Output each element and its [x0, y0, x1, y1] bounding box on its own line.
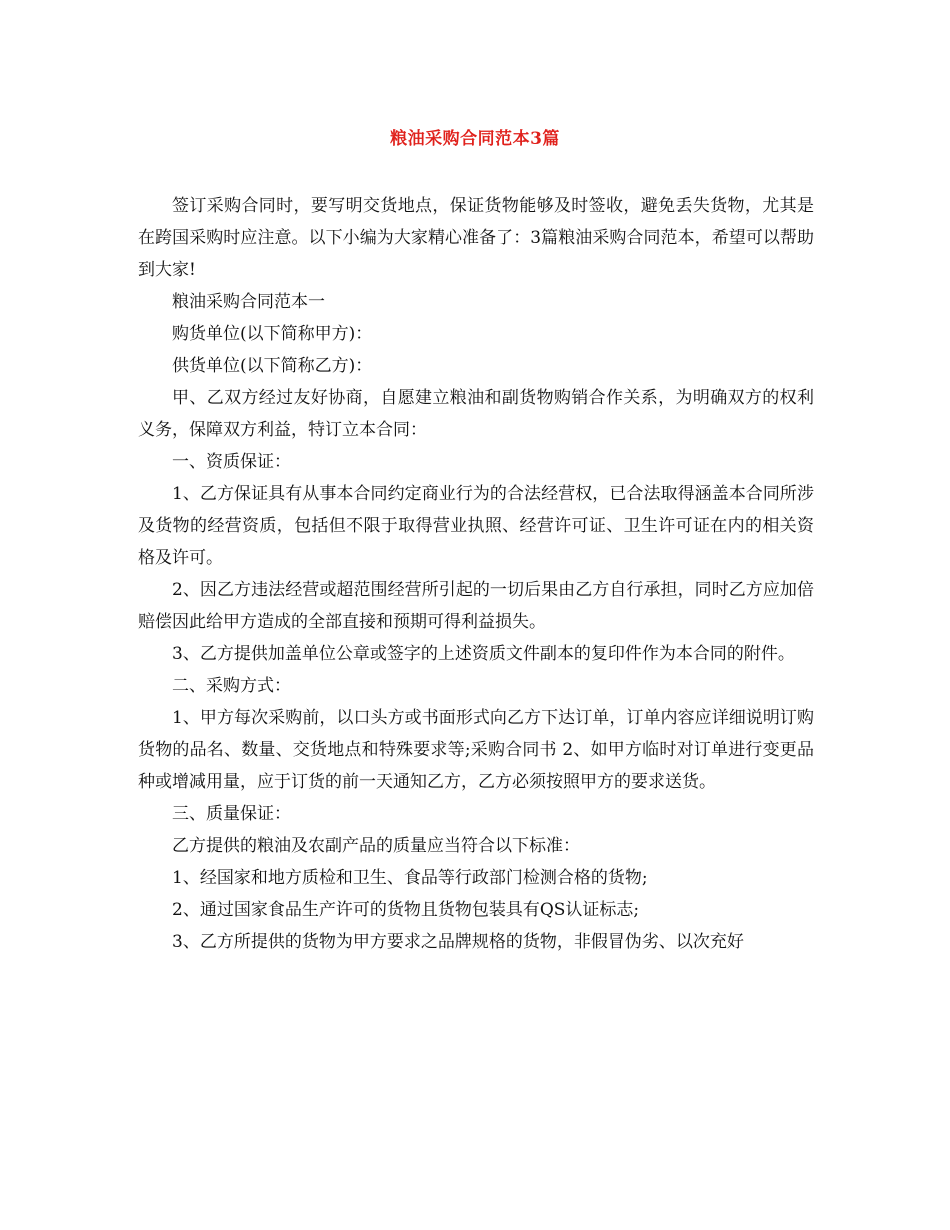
clause-paragraph: 1、甲方每次采购前，以口头方或书面形式向乙方下达订单，订单内容应详细说明订购货物的品名、数量、交货地点和特殊要求等;采购合同书 2、如甲方临时对订单进行变更品种或增减用量，应于订货的前一天通知乙方，乙方必须按照甲方的要求送货。 [138, 708, 814, 792]
clause-paragraph: 3、乙方所提供的货物为甲方要求之品牌规格的货物，非假冒伪劣、以次充好 [172, 932, 744, 952]
clause-paragraph: 1、乙方保证具有从事本合同约定商业行为的合法经营权，已合法取得涵盖本合同所涉及货物的经营资质，包括但不限于取得营业执照、经营许可证、卫生许可证在内的相关资格及许可。 [138, 484, 814, 568]
contract-heading: 粮油采购合同范本一 [172, 292, 325, 312]
clause-paragraph: 1、经国家和地方质检和卫生、食品等行政部门检测合格的货物; [172, 868, 648, 888]
section-heading-qualification: 一、资质保证： [172, 452, 291, 472]
buyer-line: 购货单位(以下简称甲方)： [172, 324, 373, 344]
document-title: 粮油采购合同范本3篇 [390, 129, 560, 149]
document-body [138, 190, 814, 958]
intro-paragraph: 签订采购合同时，要写明交货地点，保证货物能够及时签收，避免丢失货物，尤其是在跨国采购时应注意。以下小编为大家精心准备了：3篇粮油采购合同范本，希望可以帮助到大家! [138, 196, 814, 280]
clause-paragraph: 2、因乙方违法经营或超范围经营所引起的一切后果由乙方自行承担，同时乙方应加倍赔偿因此给甲方造成的全部直接和预期可得利益损失。 [138, 580, 814, 632]
section-heading-quality: 三、质量保证： [172, 804, 291, 824]
supplier-line: 供货单位(以下简称乙方)： [172, 356, 373, 376]
clause-paragraph: 乙方提供的粮油及农副产品的质量应当符合以下标准： [172, 836, 580, 856]
section-heading-procurement: 二、采购方式： [172, 676, 291, 696]
clause-paragraph: 3、乙方提供加盖单位公章或签字的上述资质文件副本的复印件作为本合同的附件。 [172, 644, 795, 664]
preamble-paragraph: 甲、乙双方经过友好协商，自愿建立粮油和副货物购销合作关系，为明确双方的权利义务，保障双方利益，特订立本合同： [138, 388, 814, 440]
clause-paragraph: 2、通过国家食品生产许可的货物且货物包装具有QS认证标志; [172, 900, 640, 920]
